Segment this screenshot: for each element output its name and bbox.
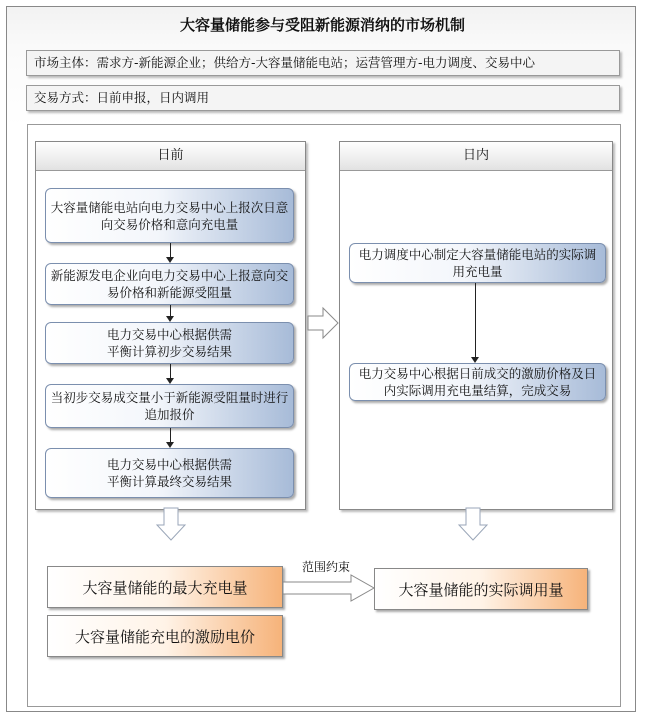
incentive-price-box: 大容量储能充电的激励电价: [47, 615, 283, 657]
arrow-right-icon: [283, 574, 375, 604]
day-ahead-step-2: 新能源发电企业向电力交易中心上报意向交易价格和新能源受阻量: [45, 263, 294, 305]
day-ahead-step-5: 电力交易中心根据供需平衡计算最终交易结果: [45, 448, 294, 498]
connector: [475, 283, 476, 358]
actual-dispatch-box: 大容量储能的实际调用量: [374, 568, 588, 610]
arrow-right-icon: [307, 306, 339, 340]
day-ahead-step-4: 当初步交易成交量小于新能源受阻量时进行追加报价: [45, 384, 294, 428]
intraday-header: 日内: [340, 142, 612, 171]
diagram-title: 大容量储能参与受阻新能源消纳的市场机制: [179, 16, 465, 34]
intraday-panel: [339, 141, 613, 510]
day-ahead-step-1: 大容量储能电站向电力交易中心上报次日意向交易价格和意向充电量: [45, 188, 294, 243]
day-ahead-header: 日前: [36, 142, 305, 171]
max-charge-box: 大容量储能的最大充电量: [47, 566, 283, 608]
connector: [170, 243, 171, 258]
trading-mode-bar: 交易方式：日前申报，日内调用: [26, 85, 620, 111]
intraday-step-2: 电力交易中心根据日前成交的激励价格及日内实际调用充电量结算，完成交易: [349, 363, 606, 401]
arrow-down-icon: [458, 507, 488, 541]
market-subjects-bar: 市场主体：需求方-新能源企业；供给方-大容量储能电站；运营管理方-电力调度、交易中心: [26, 50, 620, 76]
connector: [170, 428, 171, 443]
intraday-step-1: 电力调度中心制定大容量储能电站的实际调用充电量: [349, 243, 606, 283]
connector: [170, 364, 171, 379]
constraint-label: 范围约束: [302, 560, 351, 574]
arrow-down-icon: [156, 507, 186, 541]
day-ahead-step-3: 电力交易中心根据供需平衡计算初步交易结果: [45, 322, 294, 364]
